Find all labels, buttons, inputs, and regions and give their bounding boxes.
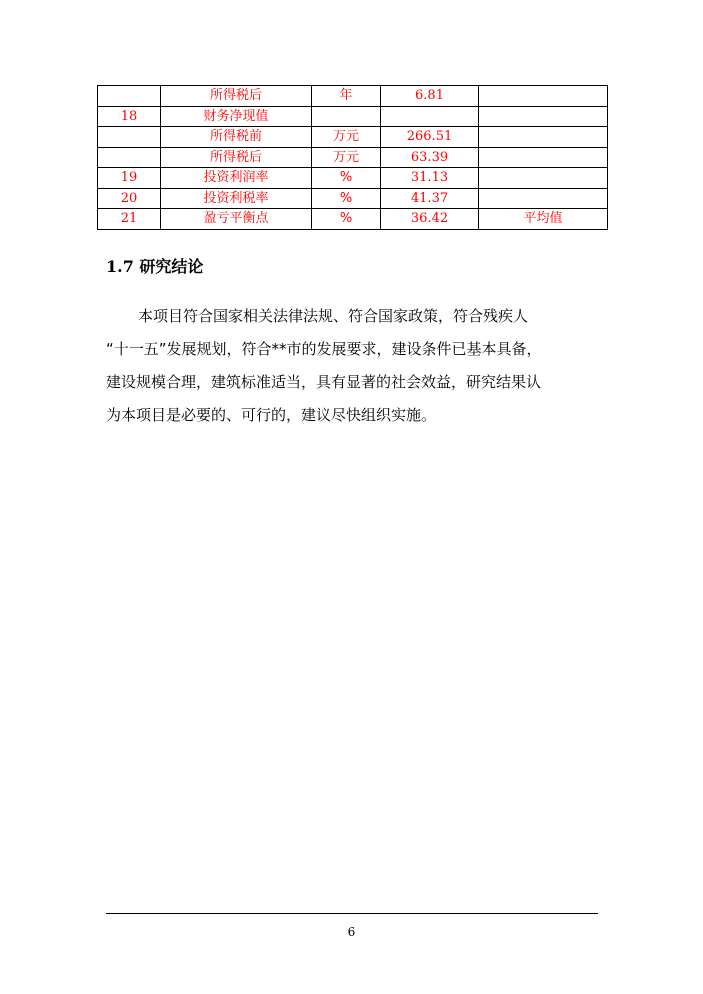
row-number-cell: 20 — [98, 188, 161, 209]
table-row — [98, 209, 608, 230]
row-number-cell — [98, 147, 161, 168]
table-row — [98, 127, 608, 148]
unit-cell — [312, 106, 381, 127]
unit-cell: % — [312, 209, 381, 230]
conclusion-paragraph — [106, 300, 586, 432]
paragraph-line: “十一五”发展规划，符合**市的发展要求，建设条件已基本具备， — [106, 340, 542, 358]
value-cell: 41.37 — [381, 188, 479, 209]
paragraph-line: 建设规模合理，建筑标准适当，具有显著的社会效益，研究结果认 — [106, 373, 542, 391]
indicator-table — [97, 85, 608, 230]
item-name-cell: 所得税后 — [161, 86, 312, 107]
note-cell — [479, 86, 608, 107]
note-cell — [479, 106, 608, 127]
item-name-cell: 盈亏平衡点 — [161, 209, 312, 230]
unit-cell: % — [312, 188, 381, 209]
item-name-cell: 投资利税率 — [161, 188, 312, 209]
unit-cell: % — [312, 168, 381, 189]
value-cell: 6.81 — [381, 86, 479, 107]
row-number-cell — [98, 127, 161, 148]
note-cell: 平均值 — [479, 209, 608, 230]
value-cell: 36.42 — [381, 209, 479, 230]
value-cell — [381, 106, 479, 127]
table-row — [98, 86, 608, 107]
item-name-cell: 财务净现值 — [161, 106, 312, 127]
value-cell: 266.51 — [381, 127, 479, 148]
unit-cell: 万元 — [312, 127, 381, 148]
row-number-cell — [98, 86, 161, 107]
paragraph-line: 本项目符合国家相关法律法规、符合国家政策，符合残疾人 — [138, 307, 529, 325]
item-name-cell: 投资利润率 — [161, 168, 312, 189]
note-cell — [479, 147, 608, 168]
paragraph-line: 为本项目是必要的、可行的，建议尽快组织实施。 — [106, 406, 437, 424]
item-name-cell: 所得税前 — [161, 127, 312, 148]
row-number-cell: 19 — [98, 168, 161, 189]
note-cell — [479, 127, 608, 148]
note-cell — [479, 168, 608, 189]
footer-divider — [106, 913, 598, 914]
page-number: 6 — [347, 925, 356, 939]
row-number-cell: 21 — [98, 209, 161, 230]
table-row — [98, 168, 608, 189]
table-row — [98, 188, 608, 209]
unit-cell: 年 — [312, 86, 381, 107]
row-number-cell: 18 — [98, 106, 161, 127]
item-name-cell: 所得税后 — [161, 147, 312, 168]
value-cell: 63.39 — [381, 147, 479, 168]
table-row — [98, 106, 608, 127]
value-cell: 31.13 — [381, 168, 479, 189]
table-row — [98, 147, 608, 168]
section-heading: 1.7 研究结论 — [106, 257, 204, 276]
note-cell — [479, 188, 608, 209]
unit-cell: 万元 — [312, 147, 381, 168]
